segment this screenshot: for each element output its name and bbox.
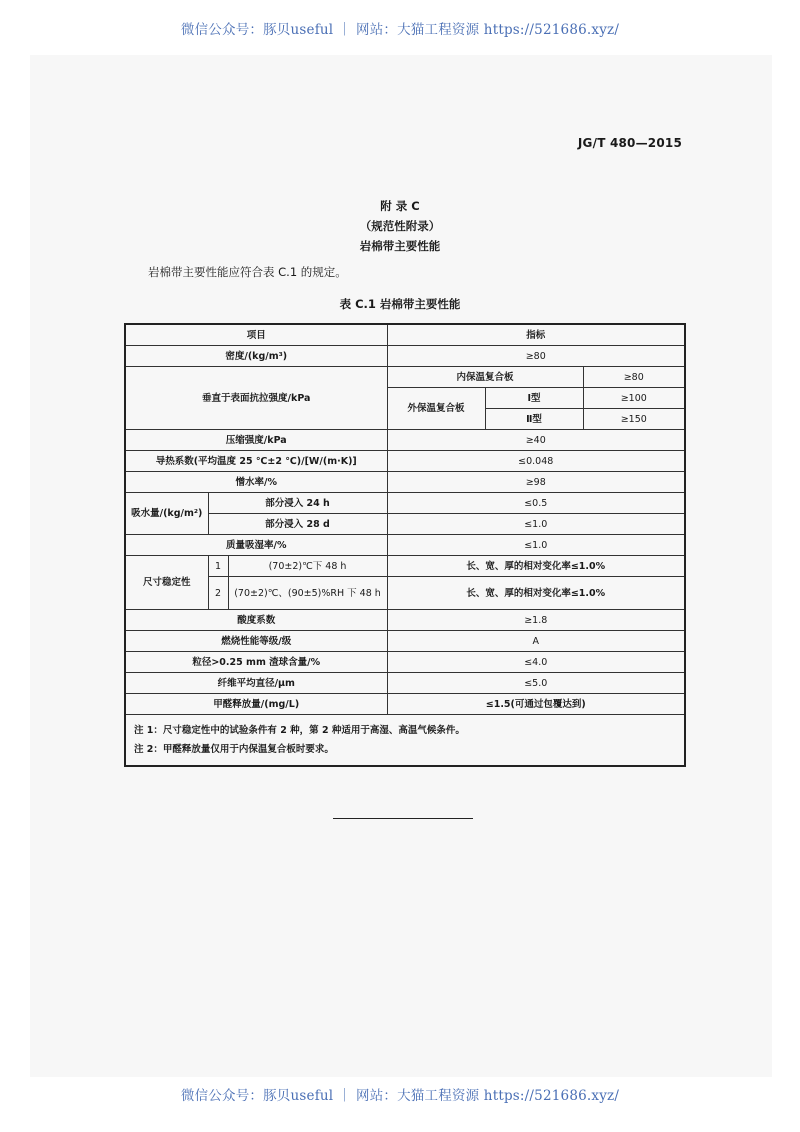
table-row	[125, 556, 685, 577]
end-rule	[333, 818, 473, 819]
tensile-label: 垂直于表面抗拉强度/kPa	[125, 367, 387, 430]
tensile-type2-value: ≥150	[583, 409, 685, 430]
compressive-label: 压缩强度/kPa	[125, 430, 387, 451]
density-label: 密度/(kg/m³)	[125, 346, 387, 367]
site-banner-top: 微信公众号：豚贝useful ｜ 网站：大猫工程资源 https://521686.xyz/	[180, 22, 620, 38]
table-row	[125, 451, 685, 472]
conductivity-value: ≤0.048	[387, 451, 685, 472]
table-row	[125, 472, 685, 493]
fire-value: A	[387, 631, 685, 652]
properties-table	[124, 323, 686, 767]
tensile-outer-label: 外保温复合板	[387, 388, 485, 430]
tensile-type2-label: Ⅱ型	[485, 409, 583, 430]
table-row	[125, 367, 685, 388]
formaldehyde-value: ≤1.5(可通过包覆达到)	[387, 694, 685, 715]
shot-label: 粒径>0.25 mm 渣球含量/%	[125, 652, 387, 673]
moisture-label: 质量吸湿率/%	[125, 535, 387, 556]
fiber-value: ≤5.0	[387, 673, 685, 694]
stability-c2-value: 长、宽、厚的相对变化率≤1.0%	[387, 577, 685, 610]
compressive-value: ≥40	[387, 430, 685, 451]
table-row	[125, 535, 685, 556]
hydrophobic-value: ≥98	[387, 472, 685, 493]
hydrophobic-label: 憎水率/%	[125, 472, 387, 493]
table-notes	[125, 715, 685, 767]
table-row	[125, 694, 685, 715]
absorption-r2-value: ≤1.0	[387, 514, 685, 535]
standard-code: JG/T 480—2015	[577, 136, 682, 150]
stability-c2-no: 2	[208, 577, 228, 610]
absorption-r1-value: ≤0.5	[387, 493, 685, 514]
appendix-title: 附 录 C	[380, 199, 420, 213]
formaldehyde-label: 甲醛释放量/(mg/L)	[125, 694, 387, 715]
moisture-value: ≤1.0	[387, 535, 685, 556]
density-value: ≥80	[387, 346, 685, 367]
acidity-value: ≥1.8	[387, 610, 685, 631]
fiber-label: 纤维平均直径/μm	[125, 673, 387, 694]
appendix-type: （规范性附录）	[359, 219, 441, 233]
fire-label: 燃烧性能等级/级	[125, 631, 387, 652]
header-indicator: 指标	[387, 324, 685, 346]
intro-text: 岩棉带主要性能应符合表 C.1 的规定。	[148, 265, 347, 279]
table-row	[125, 514, 685, 535]
table-row	[125, 631, 685, 652]
absorption-label: 吸水量/(kg/m²)	[125, 493, 208, 535]
appendix-subject: 岩棉带主要性能	[359, 239, 441, 253]
tensile-type1-value: ≥100	[583, 388, 685, 409]
absorption-r2-label: 部分浸入 28 d	[208, 514, 387, 535]
table-notes-row	[125, 715, 685, 767]
table-row	[125, 346, 685, 367]
shot-value: ≤4.0	[387, 652, 685, 673]
stability-c1-cond: (70±2)℃下 48 h	[228, 556, 387, 577]
stability-c1-no: 1	[208, 556, 228, 577]
stability-c2-cond: (70±2)℃、(90±5)%RH 下 48 h	[228, 577, 387, 610]
stability-c1-value: 长、宽、厚的相对变化率≤1.0%	[387, 556, 685, 577]
table-row	[125, 493, 685, 514]
table-header-row	[125, 324, 685, 346]
site-banner-bottom: 微信公众号：豚贝useful ｜ 网站：大猫工程资源 https://521686.xyz/	[180, 1088, 620, 1104]
note-1: 注 1：尺寸稳定性中的试验条件有 2 种，第 2 种适用于高湿、高温气候条件。	[134, 725, 465, 736]
absorption-r1-label: 部分浸入 24 h	[208, 493, 387, 514]
stability-label: 尺寸稳定性	[125, 556, 208, 610]
table-caption: 表 C.1 岩棉带主要性能	[339, 297, 461, 311]
acidity-label: 酸度系数	[125, 610, 387, 631]
table-row	[125, 673, 685, 694]
tensile-inner-value: ≥80	[583, 367, 685, 388]
note-2: 注 2：甲醛释放量仅用于内保温复合板时要求。	[134, 744, 334, 755]
tensile-type1-label: Ⅰ型	[485, 388, 583, 409]
table-row	[125, 577, 685, 610]
tensile-inner-label: 内保温复合板	[387, 367, 583, 388]
header-item: 项目	[125, 324, 387, 346]
table-row	[125, 430, 685, 451]
conductivity-label: 导热系数(平均温度 25 ℃±2 ℃)/[W/(m·K)]	[125, 451, 387, 472]
table-row	[125, 610, 685, 631]
table-row	[125, 652, 685, 673]
